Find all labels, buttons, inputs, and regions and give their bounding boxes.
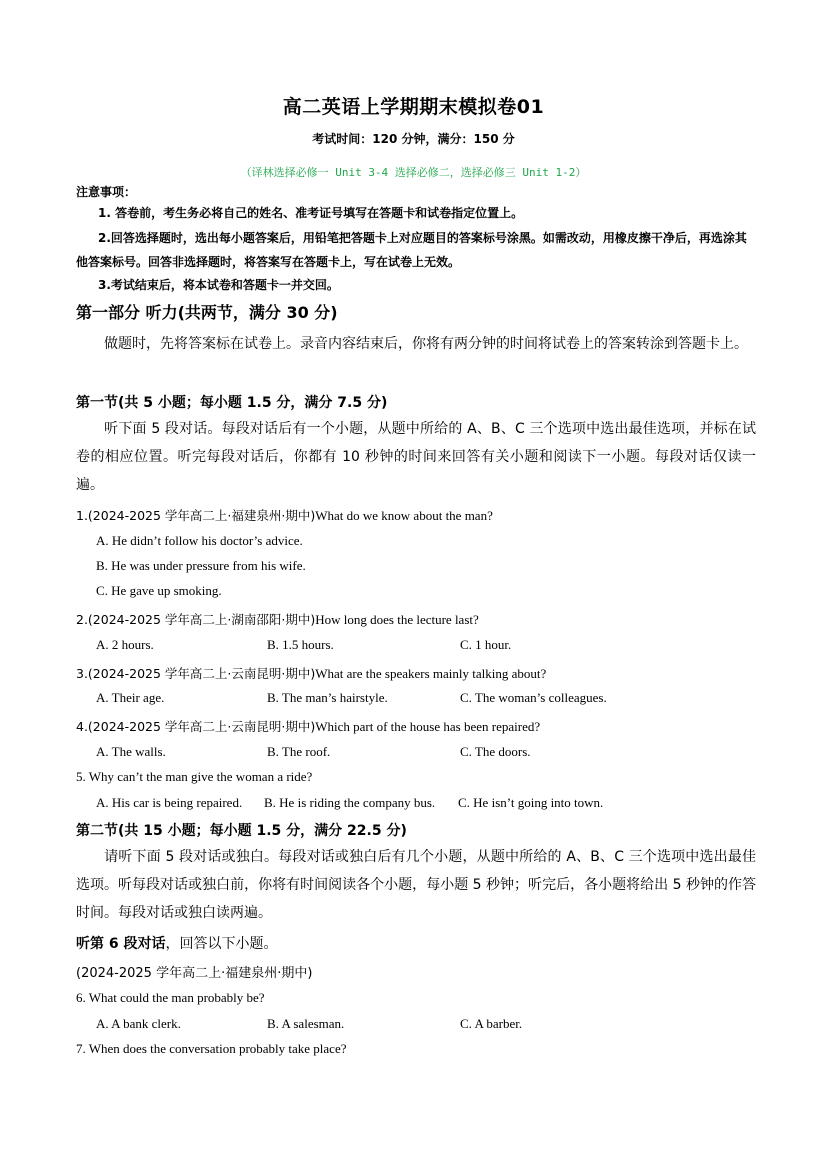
part1-instruction: 做题时，先将答案标在试卷上。录音内容结束后，你将有两分钟的时间将试卷上的答案转涂到答题卡上。 bbox=[104, 336, 748, 352]
note-item: 3.考试结束后，将本试卷和答题卡一并交回。 bbox=[98, 278, 339, 292]
question-4: 4.(2024-2025 学年高二上·云南昆明·期中)Which part of the house has been repaired? bbox=[76, 719, 541, 734]
option-c: C. He gave up smoking. bbox=[96, 583, 222, 598]
option-b: B. He was under pressure from his wife. bbox=[96, 558, 306, 573]
section2-instruction: 请听下面 5 段对话或独白。每段对话或独白后有几个小题，从题中所给的 A、B、C 三个选项中选出最佳选项。听每段对话或独白前，你将有时间阅读各个小题，每小题 5 秒钟；听完后，各小题将给出 5 秒钟的作答时间。每段对话或独白读两遍。 bbox=[76, 849, 756, 921]
option-a: A. The walls. bbox=[96, 744, 166, 759]
option-c: C. He isn’t going into town. bbox=[458, 795, 604, 810]
option-c: C. 1 hour. bbox=[460, 637, 512, 652]
notes-heading: 注意事项： bbox=[76, 185, 137, 199]
exam-title: 高二英语上学期期末模拟卷01 bbox=[282, 96, 545, 118]
option-b: B. The roof. bbox=[267, 744, 331, 759]
section2-heading: 第二节(共 15 小题；每小题 1.5 分，满分 22.5 分) bbox=[76, 823, 407, 839]
question-7: 7. When does the conversation probably take place? bbox=[76, 1041, 347, 1056]
option-a: A. Their age. bbox=[96, 690, 165, 705]
question-6: 6. What could the man probably be? bbox=[76, 990, 265, 1005]
option-c: C. The doors. bbox=[460, 744, 531, 759]
option-b: B. He is riding the company bus. bbox=[264, 795, 436, 810]
exam-scope: （译林选择必修一 Unit 3-4 选择必修二，选择必修三 Unit 1-2） bbox=[240, 166, 587, 179]
question-5: 5. Why can’t the man give the woman a ride? bbox=[76, 769, 313, 784]
section1-instruction: 听下面 5 段对话。每段对话后有一个小题，从题中所给的 A、B、C 三个选项中选出最佳选项，并标在试卷的相应位置。听完每段对话后，你都有 10 秒钟的时间来回答有关小题和阅读下一小题。每段对话仅读一遍。 bbox=[76, 421, 756, 493]
option-b: B. A salesman. bbox=[267, 1016, 345, 1031]
option-a: A. 2 hours. bbox=[96, 637, 154, 652]
option-c: C. The woman’s colleagues. bbox=[460, 690, 607, 705]
question-3: 3.(2024-2025 学年高二上·云南昆明·期中)What are the speakers mainly talking about? bbox=[76, 666, 547, 681]
question-source: (2024-2025 学年高二上·福建泉州·期中) bbox=[76, 966, 313, 981]
dialogue-6-heading: 听第 6 段对话，回答以下小题。 bbox=[76, 936, 278, 952]
question-1: 1.(2024-2025 学年高二上·福建泉州·期中)What do we know about the man? bbox=[76, 508, 493, 523]
option-a: A. He didn’t follow his doctor’s advice. bbox=[96, 533, 303, 548]
note-item: 2.回答选择题时，选出每小题答案后，用铅笔把答题卡上对应题目的答案标号涂黑。如需改动，用橡皮擦干净后，再选涂其他答案标号。回答非选择题时，将答案写在答题卡上，写在试卷上无效。 bbox=[76, 231, 747, 269]
option-c: C. A barber. bbox=[460, 1016, 523, 1031]
section1-heading: 第一节(共 5 小题；每小题 1.5 分，满分 7.5 分) bbox=[76, 395, 388, 411]
part1-heading: 第一部分 听力(共两节，满分 30 分) bbox=[76, 303, 338, 322]
option-a: A. A bank clerk. bbox=[96, 1016, 181, 1031]
option-b: B. The man’s hairstyle. bbox=[267, 690, 388, 705]
option-b: B. 1.5 hours. bbox=[267, 637, 334, 652]
note-item: 1. 答卷前，考生务必将自己的姓名、准考证号填写在答题卡和试卷指定位置上。 bbox=[98, 206, 524, 220]
question-2: 2.(2024-2025 学年高二上·湖南邵阳·期中)How long does the lecture last? bbox=[76, 612, 479, 627]
option-a: A. His car is being repaired. bbox=[96, 795, 243, 810]
exam-time-score: 考试时间：120 分钟，满分：150 分 bbox=[312, 132, 515, 146]
